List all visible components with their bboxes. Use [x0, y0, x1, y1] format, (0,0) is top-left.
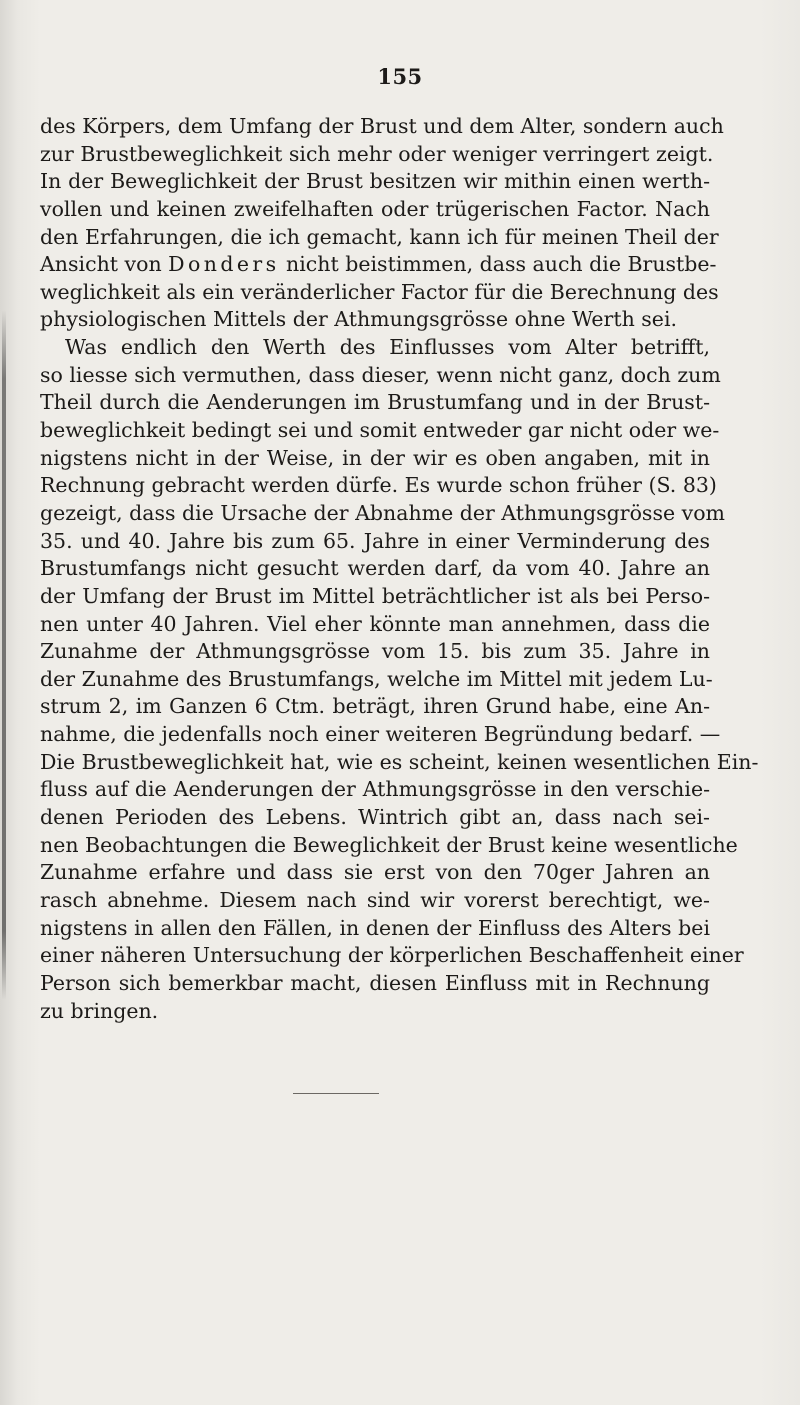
- text-line: fluss auf die Aenderungen der Athmungsgrösse in den verschie-: [40, 777, 710, 802]
- text-line: beweglichkeit bedingt sei und somit entweder gar nicht oder we-: [40, 418, 720, 443]
- text-line: nen unter 40 Jahren. Viel eher könnte man annehmen, dass die: [40, 611, 710, 636]
- text-line: weglichkeit als ein veränderlicher Factor für die Berechnung des: [40, 279, 719, 304]
- text-line: der Umfang der Brust im Mittel beträchtlicher ist als bei Perso-: [40, 583, 710, 608]
- text-line: Theil durch die Aenderungen im Brustumfang und in der Brust-: [40, 390, 710, 415]
- text-line: physiologischen Mittels der Athmungsgrösse ohne Werth sei.: [40, 307, 678, 332]
- text-line: Zunahme der Athmungsgrösse vom 15. bis zum 35. Jahre in: [40, 639, 710, 664]
- text-line: des Körpers, dem Umfang der Brust und dem Alter, sondern auch: [40, 114, 724, 138]
- text-line: so liesse sich vermuthen, dass dieser, wenn nicht ganz, doch zum: [40, 362, 721, 387]
- text-line: Rechnung gebracht werden dürfe. Es wurde schon früher (S. 83): [40, 473, 717, 498]
- text-line: Die Brustbeweglichkeit hat, wie es scheint, keinen wesentlichen Ein-: [40, 749, 759, 774]
- text-line: rasch abnehme. Diesem nach sind wir vorerst berechtigt, we-: [40, 887, 710, 912]
- body-text: [40, 113, 759, 1025]
- text-line: nigstens nicht in der Weise, in der wir es oben angaben, mit in: [40, 445, 710, 470]
- text-fragment: nicht beistimmen, dass auch die Brustbe-: [279, 252, 717, 277]
- text-line: einer näheren Untersuchung der körperlichen Beschaffenheit einer: [40, 943, 744, 968]
- text-fragment: Ansicht von: [40, 252, 169, 277]
- binding-shadow: [2, 310, 6, 1000]
- text-line: den Erfahrungen, die ich gemacht, kann ich für meinen Theil der: [40, 224, 719, 249]
- text-line: nigstens in allen den Fällen, in denen der Einfluss des Alters bei: [40, 915, 710, 940]
- page-number: 155: [377, 64, 423, 89]
- text-line: zur Brustbeweglichkeit sich mehr oder weniger verringert zeigt.: [40, 141, 714, 166]
- text-line: Was endlich den Werth des Einflusses vom Alter betrifft,: [65, 335, 710, 360]
- separator-rule: [293, 1093, 379, 1094]
- text-line: 35. und 40. Jahre bis zum 65. Jahre in einer Verminderung des: [40, 528, 710, 553]
- author-name: Donders: [168, 252, 280, 277]
- text-line: gezeigt, dass die Ursache der Abnahme der Athmungsgrösse vom: [40, 500, 725, 525]
- text-line: [40, 251, 717, 279]
- text-line: zu bringen.: [40, 998, 159, 1023]
- text-line: Brustumfangs nicht gesucht werden darf, da vom 40. Jahre an: [40, 556, 710, 581]
- text-line: Zunahme erfahre und dass sie erst von den 70ger Jahren an: [40, 860, 710, 885]
- text-line: nahme, die jedenfalls noch einer weiteren Begründung bedarf. —: [40, 722, 721, 747]
- text-line: strum 2, im Ganzen 6 Ctm. beträgt, ihren Grund habe, eine An-: [40, 694, 710, 719]
- text-line: Person sich bemerkbar macht, diesen Einfluss mit in Rechnung: [40, 970, 710, 995]
- text-line: vollen und keinen zweifelhaften oder trügerischen Factor. Nach: [40, 196, 710, 221]
- text-line: der Zunahme des Brustumfangs, welche im Mittel mit jedem Lu-: [40, 666, 713, 691]
- text-line: In der Beweglichkeit der Brust besitzen wir mithin einen werth-: [40, 169, 710, 194]
- text-line: denen Perioden des Lebens. Wintrich gibt an, dass nach sei-: [40, 805, 710, 830]
- text-line: nen Beobachtungen die Beweglichkeit der Brust keine wesentliche: [40, 832, 738, 857]
